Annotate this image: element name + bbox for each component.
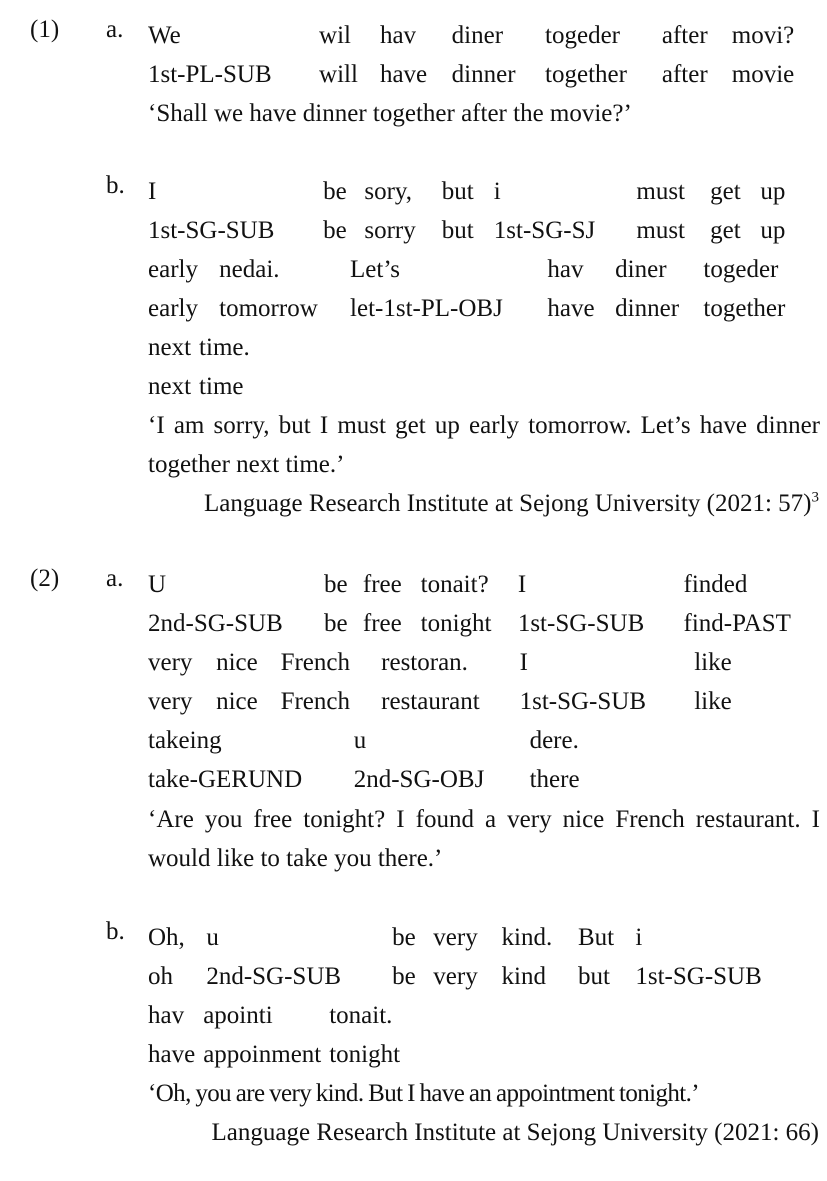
gloss-tier <box>148 760 593 799</box>
gloss-line <box>148 328 250 406</box>
gloss-word: nice <box>216 688 258 715</box>
original-word: takeing <box>148 727 222 754</box>
gloss-line <box>148 918 800 996</box>
gloss-word: get <box>710 217 741 244</box>
sub-example-label: b. <box>106 172 125 199</box>
original-word: apointi <box>203 1002 273 1029</box>
original-word: hav <box>148 1002 185 1029</box>
original-word: like <box>694 649 732 676</box>
gloss-word: will <box>319 61 358 88</box>
gloss-word: together <box>703 295 786 322</box>
original-word: up <box>760 178 786 205</box>
original-word: sory, <box>364 178 413 205</box>
gloss-word: 1st-PL-SUB <box>148 61 272 88</box>
gloss-word: find-PAST <box>683 610 791 637</box>
gloss-block-2b <box>148 918 800 1074</box>
original-word: diner <box>615 256 667 283</box>
original-word: But <box>577 924 615 951</box>
gloss-word: have <box>547 295 595 322</box>
original-word: nice <box>216 649 258 676</box>
gloss-word: there <box>529 766 580 793</box>
original-word: Oh, <box>148 924 185 951</box>
gloss-word: must <box>636 217 685 244</box>
gloss-line <box>148 721 593 799</box>
gloss-word: together <box>545 61 627 88</box>
gloss-word: early <box>148 295 198 322</box>
original-word: u <box>206 924 219 951</box>
original-word: early <box>148 256 198 283</box>
gloss-word: like <box>694 688 732 715</box>
original-tier <box>148 643 743 682</box>
gloss-tier <box>148 1035 400 1074</box>
original-tier <box>148 721 593 760</box>
gloss-line <box>148 172 793 250</box>
gloss-tier <box>148 682 743 721</box>
original-word: u <box>353 727 367 754</box>
original-word: togeder <box>703 256 779 283</box>
gloss-word: 1st-SG-SUB <box>148 217 275 244</box>
gloss-word: restaurant <box>381 688 480 715</box>
example-number: (2) <box>30 565 60 592</box>
original-tier <box>148 918 800 957</box>
original-word: tonait. <box>329 1002 393 1029</box>
original-word: i <box>493 178 501 205</box>
original-word: nedai. <box>219 256 280 283</box>
gloss-word: very <box>433 963 478 990</box>
original-word: time. <box>199 334 250 361</box>
source-text: Language Research Institute at Sejong University (2021: 66) <box>211 1119 819 1146</box>
original-word: hav <box>379 22 417 49</box>
original-word: French <box>280 649 350 676</box>
free-translation: ‘Shall we have dinner together after the movie?’ <box>148 100 632 127</box>
gloss-word: kind <box>501 963 546 990</box>
gloss-word: be <box>323 610 348 637</box>
original-word: I <box>517 571 527 598</box>
gloss-word: French <box>280 688 350 715</box>
sub-example-label: b. <box>106 918 125 945</box>
free-translation: ‘Are you free tonight? I found a very nice French restaurant. I would like to take you there.’ <box>148 806 820 872</box>
original-word: U <box>148 571 167 598</box>
gloss-block-2a <box>148 565 816 799</box>
gloss-word: but <box>577 963 610 990</box>
original-word: be <box>323 178 347 205</box>
gloss-word: up <box>760 217 786 244</box>
original-word: hav <box>547 256 584 283</box>
source-citation <box>212 1113 819 1152</box>
gloss-tier <box>148 211 793 250</box>
gloss-word: appoinment <box>203 1041 322 1068</box>
original-word: togeder <box>545 22 621 49</box>
original-word: must <box>636 178 685 205</box>
gloss-word: tonight <box>329 1041 401 1068</box>
original-word: but <box>441 178 474 205</box>
gloss-block-1b <box>148 172 804 406</box>
original-tier <box>148 16 813 55</box>
free-translation: ‘I am sorry, but I must get up early tomorrow. Let’s have dinner together next time.’ <box>148 412 820 478</box>
original-word: get <box>710 178 741 205</box>
original-word: I <box>148 178 157 205</box>
gloss-word: take-GERUND <box>148 766 303 793</box>
gloss-word: be <box>323 217 347 244</box>
original-word: after <box>661 22 708 49</box>
original-word: kind. <box>501 924 553 951</box>
gloss-word: after <box>661 61 708 88</box>
gloss-word: have <box>379 61 428 88</box>
gloss-word: 1st-SG-SUB <box>519 688 647 715</box>
example-number: (1) <box>30 16 60 43</box>
original-word: be <box>392 924 416 951</box>
gloss-word: next <box>148 373 192 400</box>
source-text: Language Research Institute at Sejong University (2021: 57) <box>204 490 812 517</box>
gloss-line <box>148 250 804 328</box>
original-word: tonait? <box>420 571 489 598</box>
original-word: Let’s <box>350 256 401 283</box>
gloss-word: 1st-SG-SUB <box>635 963 762 990</box>
gloss-word: dinner <box>451 61 516 88</box>
free-translation: ‘Oh, you are very kind. But I have an appointment tonight.’ <box>148 1080 699 1107</box>
footnote-marker: 3 <box>811 489 819 506</box>
gloss-word: 2nd-SG-SUB <box>206 963 342 990</box>
gloss-word: movie <box>731 61 795 88</box>
original-word: free <box>362 571 402 598</box>
source-citation <box>204 484 819 523</box>
gloss-line <box>148 996 400 1074</box>
original-word: finded <box>683 571 748 598</box>
sub-example-label: a. <box>106 16 124 43</box>
original-word: be <box>323 571 348 598</box>
original-word: wil <box>319 22 351 49</box>
gloss-word: sorry <box>364 217 416 244</box>
gloss-tier <box>148 55 813 94</box>
original-tier <box>148 250 804 289</box>
original-word: i <box>635 924 643 951</box>
gloss-word: let-1st-PL-OBJ <box>350 295 503 322</box>
gloss-word: free <box>362 610 402 637</box>
gloss-line <box>148 643 743 721</box>
original-word: dere. <box>529 727 579 754</box>
original-word: very <box>148 649 193 676</box>
gloss-tier <box>148 604 816 643</box>
gloss-word: 1st-SG-SJ <box>493 217 596 244</box>
gloss-word: tomorrow <box>219 295 318 322</box>
gloss-tier <box>148 289 804 328</box>
original-tier <box>148 328 250 367</box>
gloss-line <box>148 565 816 643</box>
gloss-word: 2nd-SG-OBJ <box>353 766 485 793</box>
gloss-word: but <box>441 217 474 244</box>
gloss-word: 1st-SG-SUB <box>517 610 645 637</box>
gloss-tier <box>148 957 800 996</box>
gloss-word: time <box>199 373 244 400</box>
gloss-word: dinner <box>615 295 680 322</box>
gloss-tier <box>148 367 250 406</box>
original-word: We <box>148 22 181 49</box>
gloss-word: oh <box>148 963 173 990</box>
gloss-line <box>148 16 813 94</box>
original-word: movi? <box>731 22 795 49</box>
original-word: diner <box>451 22 504 49</box>
original-tier <box>148 172 793 211</box>
original-word: restoran. <box>381 649 468 676</box>
gloss-word: be <box>392 963 416 990</box>
original-word: I <box>519 649 528 676</box>
gloss-word: 2nd-SG-SUB <box>148 610 283 637</box>
gloss-block-1a <box>148 16 813 94</box>
gloss-word: very <box>148 688 193 715</box>
sub-example-label: a. <box>106 565 124 592</box>
original-tier <box>148 565 816 604</box>
original-word: next <box>148 334 192 361</box>
gloss-word: tonight <box>420 610 492 637</box>
original-tier <box>148 996 400 1035</box>
original-word: very <box>433 924 478 951</box>
gloss-word: have <box>148 1041 196 1068</box>
